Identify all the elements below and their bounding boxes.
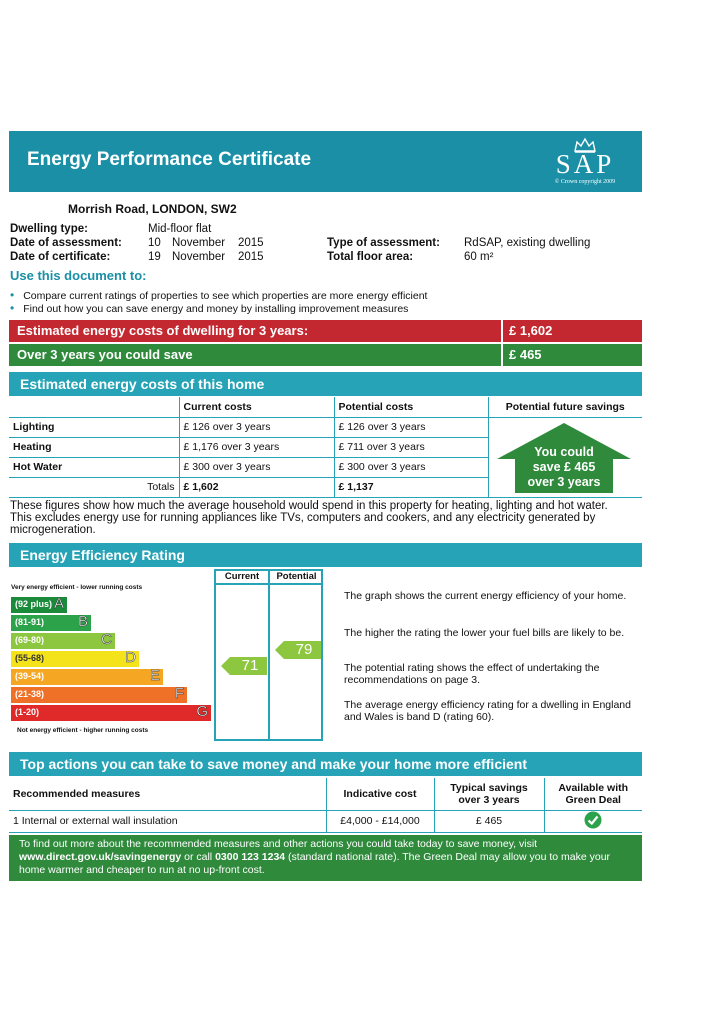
eer-description: The graph shows the current energy efficiency of your home. [344, 590, 627, 602]
assessment-type-value: RdSAP, existing dwelling [464, 237, 591, 249]
eer-band-letter: D [125, 649, 136, 666]
eer-band-f [11, 687, 187, 703]
certificate-date-label: Date of certificate: [10, 251, 111, 263]
eer-top-label: Very energy efficient - lower running costs [11, 584, 143, 591]
dwelling-type-value: Mid-floor flat [148, 223, 212, 235]
measure-name: 1 Internal or external wall insulation [9, 810, 326, 832]
potential-saving-bar: Over 3 years you could save [9, 344, 501, 366]
current-rating-value: 71 [241, 657, 259, 674]
bullet-item [10, 301, 408, 315]
bullet-item [10, 288, 427, 302]
logo-copyright: © Crown copyright 2009 [554, 179, 616, 185]
eer-band-range: (69-80) [15, 635, 45, 645]
row-label: Heating [9, 437, 179, 457]
bullet-icon: • [10, 301, 15, 315]
assessment-date-label: Date of assessment: [10, 237, 122, 249]
floor-area-value: 60 m² [464, 251, 494, 263]
table-header [9, 397, 179, 417]
footer-text: To find out more about the recommended measures and other actions you could take today to save money, visit [19, 838, 538, 850]
assessment-year: 2015 [238, 237, 264, 249]
footer-text: or call [181, 851, 216, 863]
table-row [9, 810, 642, 832]
row-label: Hot Water [9, 457, 179, 477]
eer-band-b [11, 615, 91, 631]
eer-description: The average energy efficiency rating for a dwelling in England and Wales is band D (rating 60). [344, 699, 631, 723]
bullet-icon: • [10, 288, 15, 302]
eer-column-divider [268, 569, 270, 741]
certificate-month: November [172, 251, 226, 263]
eer-band-d [11, 651, 139, 667]
assessment-type-label: Type of assessment: [327, 237, 440, 249]
table-header: Current costs [179, 397, 334, 417]
eer-band-range: (81-91) [15, 617, 45, 627]
eer-band-letter: B [77, 613, 88, 630]
measure-cost: £4,000 - £14,000 [326, 810, 434, 832]
eer-band-e [11, 669, 163, 685]
footer-link[interactable]: www.direct.gov.uk/savingenergy [19, 851, 182, 863]
potential-cost: £ 126 over 3 years [334, 417, 488, 437]
savings-arrow [497, 423, 631, 493]
property-address: Morrish Road, LONDON, SW2 [68, 202, 237, 216]
eer-description: The higher the rating the lower your fuel bills are likely to be. [344, 627, 625, 639]
table-header: Recommended measures [9, 778, 326, 810]
recommended-measures-table [9, 778, 642, 833]
eer-band-letter: C [101, 631, 112, 648]
estimated-cost-bar: Estimated energy costs of dwelling for 3 years: [9, 320, 501, 342]
eer-band-letter: F [174, 685, 184, 702]
eer-potential-header: Potential [276, 571, 317, 582]
costs-section-title: Estimated energy costs of this home [9, 372, 642, 396]
totals-label: Totals [9, 477, 179, 497]
eer-band-range: (21-38) [15, 689, 45, 699]
total-potential: £ 1,137 [334, 477, 488, 497]
savings-line: over 3 years [527, 475, 601, 489]
assessment-month: November [172, 237, 226, 249]
table-header: Indicative cost [326, 778, 434, 810]
eer-section-title: Energy Efficiency Rating [9, 543, 642, 567]
savings-line: You could [534, 445, 594, 459]
eer-description: The potential rating shows the effect of undertaking the recommendations on page 3. [344, 662, 600, 686]
current-cost: £ 300 over 3 years [179, 457, 334, 477]
bullet-text: Compare current ratings of properties to see which properties are more energy efficient [23, 290, 428, 302]
savings-line: save £ 465 [532, 460, 596, 474]
costs-note: These figures show how much the average household would spend in this property for heating, lighting and hot water. This excludes energy use for running appliances like TVs, computers and cookers, and any electricity generated by microgeneration. [10, 500, 608, 536]
eer-band-g [11, 705, 211, 721]
current-rating-arrow [221, 657, 267, 680]
table-header-row [9, 778, 642, 810]
eer-band-a [11, 597, 67, 613]
bullet-text: Find out how you can save energy and money by installing improvement measures [23, 303, 409, 315]
potential-cost: £ 300 over 3 years [334, 457, 488, 477]
table-header: Available with Green Deal [544, 778, 642, 810]
footer-text: (standard national rate). The Green Deal may allow you to make your home warmer and cheaper to run at no up-front cost. [19, 851, 611, 876]
certificate-day: 19 [148, 251, 161, 263]
floor-area-label: Total floor area: [327, 251, 414, 263]
eer-band-range: (39-54) [15, 671, 45, 681]
table-header-row [9, 397, 642, 417]
eer-band-letter: E [149, 667, 160, 684]
table-header: Potential future savings [488, 397, 642, 417]
sap-logo [540, 135, 630, 189]
potential-rating-value: 79 [295, 641, 313, 658]
total-current: £ 1,602 [179, 477, 334, 497]
measure-savings: £ 465 [434, 810, 544, 832]
table-header: Potential costs [334, 397, 488, 417]
eer-band-c [11, 633, 115, 649]
dwelling-type-label: Dwelling type: [10, 223, 88, 235]
green-deal-cell [544, 810, 642, 832]
page-title: Energy Performance Certificate [27, 149, 312, 170]
eer-band-range: (1-20) [15, 707, 40, 717]
eer-band-letter: G [196, 703, 208, 720]
eer-header-divider [214, 583, 323, 585]
sap-logo-text: SAP [555, 149, 615, 179]
current-cost: £ 126 over 3 years [179, 417, 334, 437]
use-document-heading: Use this document to: [10, 268, 147, 283]
footer-note [9, 835, 642, 881]
eer-band-letter: A [53, 595, 64, 612]
row-label: Lighting [9, 417, 179, 437]
table-header: Typical savings over 3 years [434, 778, 544, 810]
eer-current-header: Current [224, 571, 260, 582]
potential-saving-value: £ 465 [503, 344, 642, 366]
eer-chart [9, 569, 326, 741]
eer-bottom-label: Not energy efficient - higher running costs [17, 727, 149, 734]
actions-section-title: Top actions you can take to save money and make your home more efficient [9, 752, 642, 776]
epc-header [9, 131, 642, 192]
footer-phone: 0300 123 1234 [215, 851, 286, 863]
eer-band-range: (55-68) [15, 653, 45, 663]
estimated-cost-value: £ 1,602 [503, 320, 642, 342]
current-cost: £ 1,176 over 3 years [179, 437, 334, 457]
eer-band-range: (92 plus) [15, 599, 53, 609]
check-icon [584, 811, 602, 829]
potential-cost: £ 711 over 3 years [334, 437, 488, 457]
assessment-day: 10 [148, 237, 161, 249]
certificate-year: 2015 [238, 251, 264, 263]
potential-rating-arrow [275, 641, 321, 664]
